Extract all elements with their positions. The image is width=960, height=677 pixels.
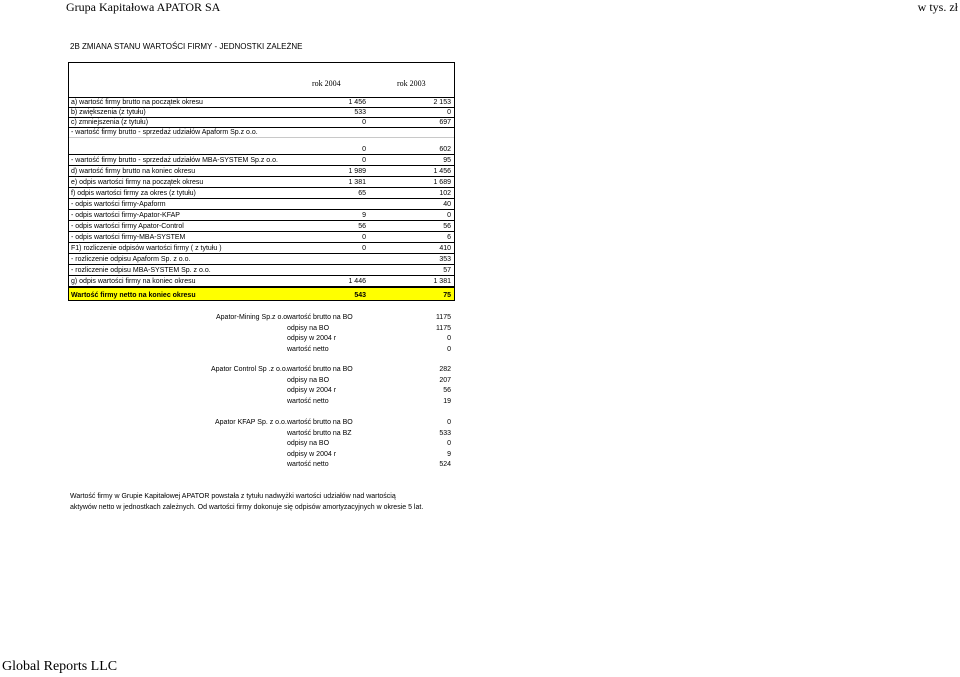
table-row: [69, 138, 454, 155]
value-2004: 56: [358, 223, 366, 230]
value-2003: 602: [439, 146, 451, 153]
subsidiary-name: Apator KFAP Sp. z o.o.: [215, 419, 287, 426]
row-label: - odpis wartości firmy-Apaform: [71, 201, 166, 208]
value-2003: 353: [439, 256, 451, 263]
value-2004: 9: [362, 212, 366, 219]
table-row: [69, 221, 454, 232]
table-row: [69, 108, 454, 118]
subsidiary-line-value: 1175: [435, 324, 451, 332]
total-row: [69, 287, 454, 300]
value-2003: 56: [443, 223, 451, 230]
row-label: d) wartość firmy brutto na koniec okresu: [71, 168, 196, 175]
row-label: g) odpis wartości firmy na koniec okresu: [71, 278, 196, 285]
value-2004: 0: [362, 119, 366, 126]
row-label: Wartość firmy netto na koniec okresu: [71, 292, 196, 299]
subsidiary-name: Apator Control Sp .z o.o.: [211, 366, 288, 373]
value-2003: 2 153: [433, 99, 451, 106]
table-row: [69, 177, 454, 188]
row-label: a) wartość firmy brutto na początek okresu: [71, 99, 203, 106]
subsidiary-line-label: odpisy w 2004 r: [287, 450, 337, 458]
value-2004: 543: [354, 292, 366, 299]
section-title: 2B ZMIANA STANU WARTOŚCI FIRMY - JEDNOSTKI ZALEŻNE: [70, 42, 303, 51]
subsidiary-line-value: 9: [447, 450, 451, 458]
value-2004: 533: [354, 109, 366, 116]
subsidiary-line-label: odpisy na BO: [287, 376, 330, 384]
row-label: F1) rozliczenie odpisów wartości firmy ( z tytułu ): [71, 245, 222, 252]
value-2004: 1 989: [348, 168, 366, 175]
value-2003: 75: [443, 292, 451, 299]
value-2004: 0: [362, 157, 366, 164]
table-row: [69, 128, 454, 138]
value-2003: 0: [447, 212, 451, 219]
subsidiary-line-value: 1175: [435, 314, 451, 321]
value-2003: 697: [439, 119, 451, 126]
subsidiary-line-value: 533: [439, 429, 451, 437]
column-header-2004: rok 2004: [312, 79, 341, 88]
value-2004: 1 456: [348, 99, 366, 106]
row-label: c) zmniejszenia (z tytułu): [71, 119, 149, 126]
row-label: - odpis wartości firmy-MBA-SYSTEM: [71, 234, 186, 241]
subsidiary-line-label: wartość netto: [287, 397, 329, 405]
table-row: [69, 155, 454, 166]
table-row: [69, 166, 454, 177]
value-2003: 57: [443, 267, 451, 274]
table-row: [69, 276, 454, 287]
row-label: - wartość firmy brutto - sprzedaż udziałów MBA-SYSTEM Sp.z o.o.: [71, 157, 278, 164]
column-header-2003: rok 2003: [397, 79, 426, 88]
table-row: [69, 98, 454, 108]
value-2003: 102: [439, 190, 451, 197]
value-2004: 0: [362, 146, 366, 153]
subsidiary-line-label: wartość brutto na BZ: [287, 429, 352, 437]
subsidiary-line-value: 282: [439, 366, 451, 373]
value-2003: 6: [447, 234, 451, 241]
subsidiary-line-value: 207: [439, 376, 451, 384]
row-label: e) odpis wartości firmy na początek okresu: [71, 179, 204, 186]
footer-brand: Global Reports LLC: [2, 659, 118, 674]
table-body: [69, 98, 454, 300]
subsidiary-line-value: 0: [447, 440, 451, 447]
value-2003: 95: [443, 157, 451, 164]
value-2003: 1 456: [433, 168, 451, 175]
page-header: [0, 0, 960, 12]
subsidiary-line-value: 0: [447, 419, 451, 426]
row-label: f) odpis wartości firmy za okres (z tytułu): [71, 190, 196, 197]
subsidiary-name: Apator-Mining Sp.z o.o.: [216, 314, 290, 321]
table-row: [69, 243, 454, 254]
value-2004: 1 381: [348, 179, 366, 186]
row-label: b) zwiększenia (z tytułu): [71, 109, 146, 116]
subsidiary-line-label: wartość brutto na BO: [287, 419, 353, 426]
value-2003: 1 689: [433, 179, 451, 186]
subsidiary-line-label: wartość brutto na BO: [287, 366, 353, 373]
unit-label: w tys. zł: [917, 0, 958, 14]
row-label: - wartość firmy brutto - sprzedaż udziałów Apaform Sp.z o.o.: [71, 129, 258, 136]
subsidiary-line-value: 56: [443, 387, 451, 394]
table-row: [69, 265, 454, 276]
value-2003: 410: [439, 245, 451, 252]
subsidiary-line-label: odpisy na BO: [287, 324, 330, 332]
table-row: [69, 199, 454, 210]
subsidiary-line-value: 0: [447, 335, 451, 342]
value-2003: 1 381: [433, 278, 451, 285]
value-2004: 0: [362, 234, 366, 241]
table-row: [69, 118, 454, 128]
subsidiary-line-label: wartość brutto na BO: [287, 314, 353, 321]
subsidiary-line-label: wartość netto: [287, 461, 329, 468]
value-2004: 0: [362, 245, 366, 252]
table-row: [69, 188, 454, 199]
goodwill-table: [68, 62, 455, 301]
row-label: - rozliczenie odpisu MBA-SYSTEM Sp. z o.o.: [71, 267, 211, 274]
table-header: [69, 63, 454, 98]
row-label: - rozliczenie odpisu Apaform Sp. z o.o.: [71, 256, 191, 263]
value-2003: 0: [447, 109, 451, 116]
company-name: Grupa Kapitałowa APATOR SA: [66, 0, 221, 14]
note-line-1: Wartość firmy w Grupie Kapitałowej APATOR powstała z tytułu nadwyżki wartości udziałów nad wartością: [70, 493, 396, 500]
value-2004: 65: [358, 190, 366, 197]
subsidiary-line-label: odpisy w 2004 r: [287, 387, 337, 394]
row-label: - odpis wartości firmy-Apator-KFAP: [71, 212, 180, 219]
row-label: - odpis wartości firmy Apator-Control: [71, 223, 184, 230]
subsidiary-line-value: 524: [439, 461, 451, 468]
table-row: [69, 210, 454, 221]
subsidiary-line-label: wartość netto: [287, 345, 329, 353]
value-2003: 40: [443, 201, 451, 208]
value-2004: 1 446: [348, 278, 366, 285]
subsidiary-line-label: odpisy w 2004 r: [287, 335, 337, 342]
subsidiary-line-label: odpisy na BO: [287, 440, 330, 447]
note-line-2: aktywów netto w jednostkach zależnych. Od wartości firmy dokonuje się odpisów amortyzacyjnych w okresie 5 lat.: [70, 504, 424, 511]
subsidiary-line-value: 19: [443, 397, 451, 405]
table-row: [69, 232, 454, 243]
table-row: [69, 254, 454, 265]
subsidiary-line-value: 0: [447, 345, 451, 353]
